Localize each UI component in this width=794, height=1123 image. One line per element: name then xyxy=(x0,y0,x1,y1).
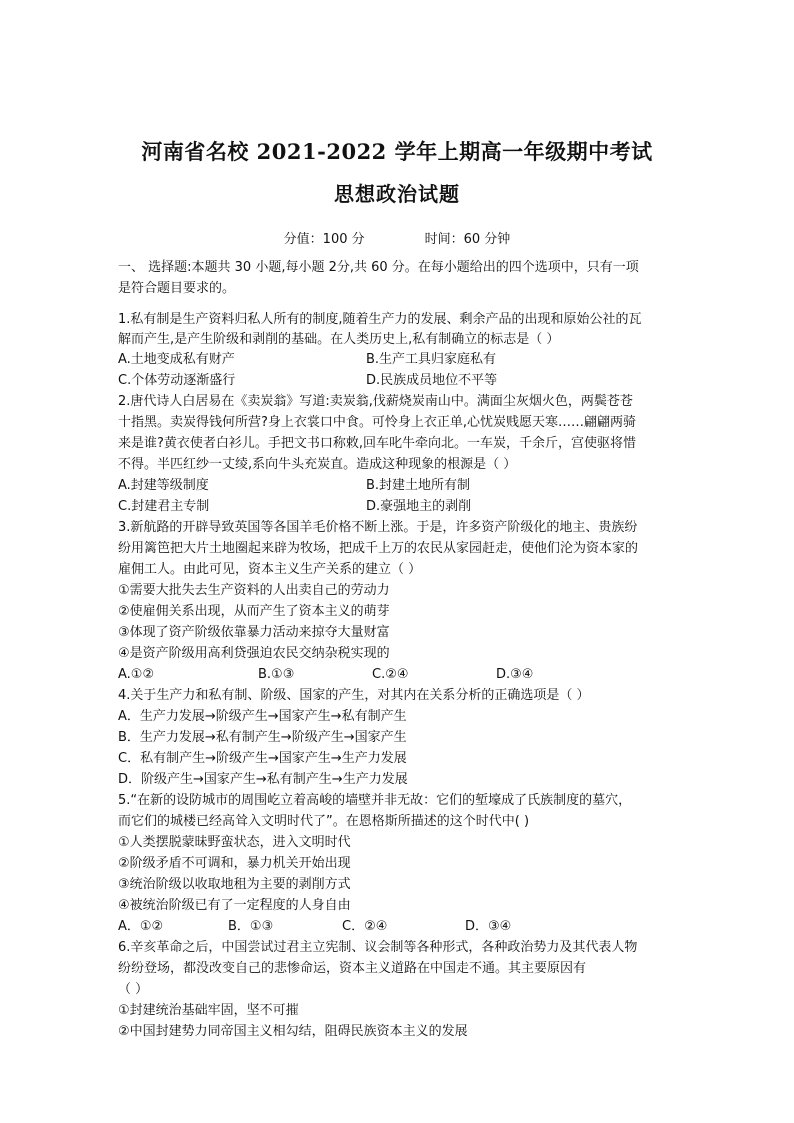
q4-option-b: B．生产力发展→私有制产生→阶级产生→国家产生 xyxy=(118,730,407,745)
q3-statement-2: ②使雇佣关系出现，从而产生了资本主义的萌芽 xyxy=(118,604,390,619)
exam-subtitle: 思想政治试题 xyxy=(334,182,460,206)
q5-statement-2: ②阶级矛盾不可调和，暴力机关开始出现 xyxy=(118,856,351,871)
score-info: 分值：100 分 xyxy=(283,232,365,247)
q5-statement-1: ①人类摆脱蒙昧野蛮状态，进入文明时代 xyxy=(118,835,351,850)
q3-option-a: A.①② xyxy=(118,667,155,682)
q3-statement-3: ③体现了资产阶级依靠暴力活动来掠夺大量财富 xyxy=(118,625,390,640)
question-2-stem-cont: 十指黑。卖炭得钱何所营?身上衣裳口中食。可怜身上衣正单,心忧炭贱愿天寒……翩翩两骑 xyxy=(118,415,637,430)
q3-statement-1: ①需要大批失去生产资料的人出卖自己的劳动力 xyxy=(118,583,390,598)
q3-option-b: B.①③ xyxy=(258,667,295,682)
question-2-stem: 2.唐代诗人白居易在《卖炭翁》写道:卖炭翁,伐薪烧炭南山中。满面尘灰烟火色，两鬓苍苍 xyxy=(118,394,633,409)
q4-option-a: A．生产力发展→阶级产生→国家产生→私有制产生 xyxy=(118,709,407,724)
section-instruction-cont: 是符合题目要求的。 xyxy=(118,281,236,296)
question-6-stem-cont: （ ） xyxy=(118,982,149,997)
q1-option-b: B.生产工具归家庭私有 xyxy=(366,352,497,367)
q1-option-a: A.土地变成私有财产 xyxy=(118,352,235,367)
question-2-stem-cont: 不得。半匹红纱一丈绫,系向牛头充炭直。造成这种现象的根源是（ ） xyxy=(118,457,517,472)
q5-option-b: B．①③ xyxy=(228,919,274,934)
q2-option-d: D.豪强地主的剥削 xyxy=(366,499,472,514)
q1-option-d: D.民族成员地位不平等 xyxy=(366,373,498,388)
question-4-stem: 4.关于生产力和私有制、阶级、国家的产生，对其内在关系分析的正确选项是（ ） xyxy=(118,688,590,703)
q3-statement-4: ④是资产阶级用高利贷强迫农民交纳杂税实现的 xyxy=(118,646,390,661)
question-2-stem-cont: 来是谁?黄衣使者白衫儿。手把文书口称敕,回车叱牛牵向北。一车炭，千余斤，宫使驱将惜 xyxy=(118,436,637,451)
q2-option-c: C.封建君主专制 xyxy=(118,499,210,514)
question-3-stem: 3.新航路的开辟导致英国等各国羊毛价格不断上涨。于是，许多资产阶级化的地主、贵族纷 xyxy=(118,520,638,535)
q2-option-a: A.封建等级制度 xyxy=(118,478,209,493)
q3-option-c: C.②④ xyxy=(372,667,409,682)
question-3-stem-cont: 雇佣工人。由此可见，资本主义生产关系的建立（ ） xyxy=(118,562,422,577)
question-3-stem-cont: 纷用篱笆把大片土地圈起来辟为牧场，把成千上万的农民从家园赶走，使他们沦为资本家的 xyxy=(118,541,639,556)
q4-option-d: D．阶级产生→国家产生→私有制产生→生产力发展 xyxy=(118,772,408,787)
q5-option-c: C．②④ xyxy=(342,919,388,934)
q3-option-d: D.③④ xyxy=(496,667,534,682)
exam-meta xyxy=(0,228,794,247)
question-5-stem: 5.“在新的设防城市的周围屹立着高峻的墙壁并非无故：它们的堑壕成了氏族制度的墓穴， xyxy=(118,793,632,808)
q4-option-c: C．私有制产生→阶级产生→国家产生→生产力发展 xyxy=(118,751,407,766)
time-info: 时间：60 分钟 xyxy=(424,232,511,247)
q6-statement-1: ①封建统治基础牢固，坚不可摧 xyxy=(118,1003,299,1018)
question-1-stem-cont: 解而产生,是产生阶级和剥削的基础。在人类历史上,私有制确立的标志是（ ） xyxy=(118,332,560,347)
section-instruction: 一、 选择题:本题共 30 小题,每小题 2分,共 60 分。在每小题给出的四个选项中，只有一项 xyxy=(118,260,639,275)
question-6-stem-cont: 纷纷登场，都没改变自己的悲惨命运，资本主义道路在中国走不通。其主要原因有 xyxy=(118,961,587,976)
q5-statement-3: ③统治阶级以收取地租为主要的剥削方式 xyxy=(118,877,351,892)
q2-option-b: B.封建土地所有制 xyxy=(366,478,471,493)
q5-option-a: A．①② xyxy=(118,919,164,934)
q1-option-c: C.个体劳动逐渐盛行 xyxy=(118,373,236,388)
q5-option-d: D．③④ xyxy=(465,919,512,934)
question-5-stem-cont: 而它们的城楼已经高耸入文明时代了”。在恩格斯所描述的这个时代中( ) xyxy=(118,814,530,829)
question-6-stem: 6.辛亥革命之后，中国尝试过君主立宪制、议会制等各种形式，各种政治势力及其代表人物 xyxy=(118,940,638,955)
q5-statement-4: ④被统治阶级已有了一定程度的人身自由 xyxy=(118,898,351,913)
question-1-stem: 1.私有制是生产资料归私人所有的制度,随着生产力的发展、剩余产品的出现和原始公社的瓦 xyxy=(118,312,642,327)
q6-statement-2: ②中国封建势力同帝国主义相勾结，阻碍民族资本主义的发展 xyxy=(118,1024,468,1039)
exam-title: 河南省名校 2021-2022 学年上期高一年级期中考试 xyxy=(141,139,653,164)
